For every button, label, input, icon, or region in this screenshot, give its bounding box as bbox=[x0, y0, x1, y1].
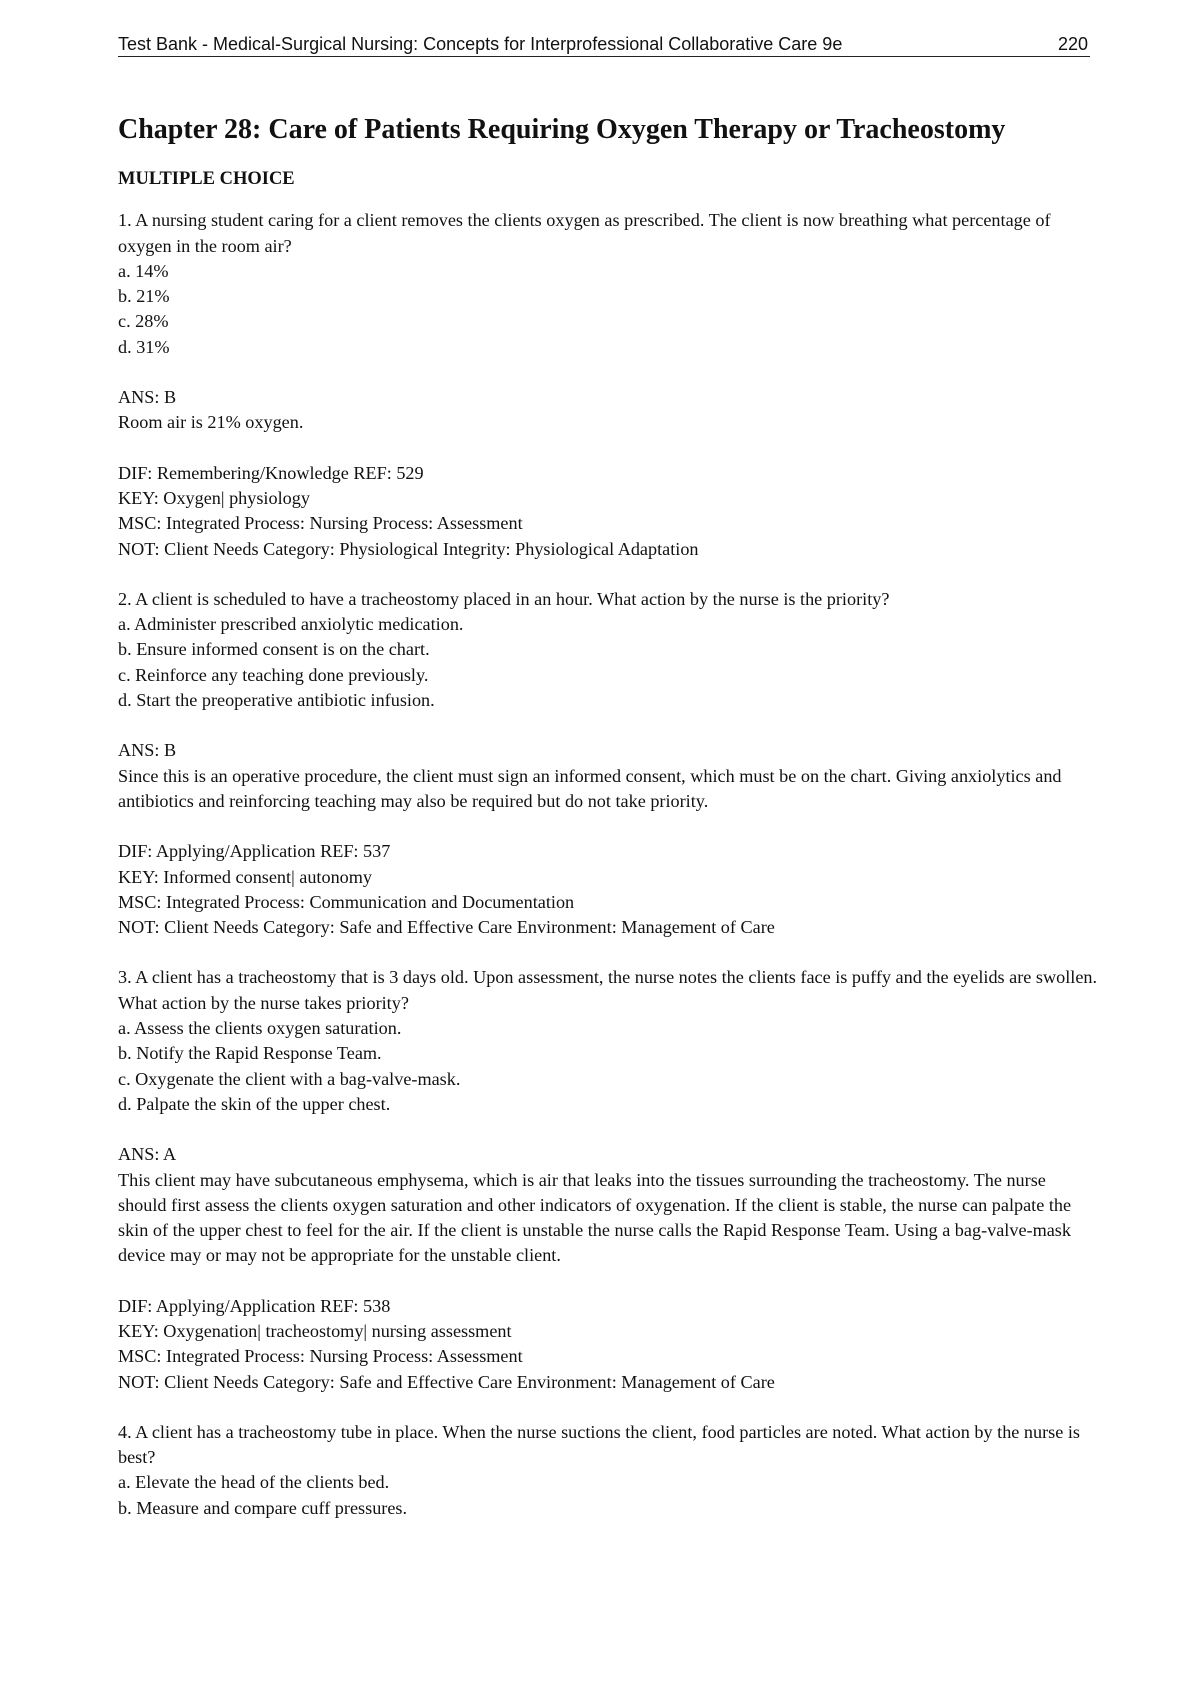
keywords: KEY: Informed consent| autonomy bbox=[118, 866, 373, 887]
question-stem: 1. A nursing student caring for a client removes the clients oxygen as prescribed. The client is now breathing what percentage of oxygen in the room air? bbox=[118, 210, 1051, 256]
document-body bbox=[118, 112, 1098, 1546]
client-needs: NOT: Client Needs Category: Physiological Integrity: Physiological Adaptation bbox=[118, 538, 699, 559]
page-number: 220 bbox=[1057, 34, 1088, 54]
client-needs: NOT: Client Needs Category: Safe and Effective Care Environment: Management of Care bbox=[118, 1371, 775, 1392]
page-header bbox=[118, 34, 1090, 57]
msc: MSC: Integrated Process: Nursing Process: Assessment bbox=[118, 513, 523, 534]
answer: ANS: B bbox=[118, 740, 177, 761]
rationale: Room air is 21% oxygen. bbox=[118, 412, 304, 433]
difficulty-ref: DIF: Remembering/Knowledge REF: 529 bbox=[118, 462, 424, 483]
answer: ANS: B bbox=[118, 387, 177, 408]
client-needs: NOT: Client Needs Category: Safe and Effective Care Environment: Management of Care bbox=[118, 917, 775, 938]
option-a: a. Administer prescribed anxiolytic medication. bbox=[118, 614, 464, 635]
option-d: d. Start the preoperative antibiotic infusion. bbox=[118, 690, 435, 711]
question-4 bbox=[118, 1420, 1098, 1521]
option-d: d. 31% bbox=[118, 336, 170, 357]
question-stem: 2. A client is scheduled to have a tracheostomy placed in an hour. What action by the nurse is the priority? bbox=[118, 588, 890, 609]
difficulty-ref: DIF: Applying/Application REF: 538 bbox=[118, 1295, 391, 1316]
question-stem: 4. A client has a tracheostomy tube in place. When the nurse suctions the client, food particles are noted. What action by the nurse is best? bbox=[118, 1421, 1080, 1468]
option-b: b. 21% bbox=[118, 286, 170, 307]
option-a: a. Elevate the head of the clients bed. bbox=[118, 1472, 390, 1493]
msc: MSC: Integrated Process: Nursing Process: Assessment bbox=[118, 1346, 523, 1367]
option-b: b. Ensure informed consent is on the chart. bbox=[118, 639, 430, 660]
option-a: a. Assess the clients oxygen saturation. bbox=[118, 1018, 402, 1039]
option-c: c. Oxygenate the client with a bag-valve-mask. bbox=[118, 1068, 461, 1089]
option-c: c. 28% bbox=[118, 311, 169, 332]
option-a: a. 14% bbox=[118, 260, 169, 281]
keywords: KEY: Oxygen| physiology bbox=[118, 487, 310, 508]
rationale: This client may have subcutaneous emphysema, which is air that leaks into the tissues surrounding the tracheostomy. The nurse should first assess the clients oxygen saturation and other indicators of oxygenation. If the client is stable, the nurse can palpate the skin of the upper chest to feel for the air. If the client is unstable the nurse calls the Rapid Response Team. Using a bag-valve-mask device may or may not be appropriate for the unstable client. bbox=[118, 1169, 1072, 1266]
option-d: d. Palpate the skin of the upper chest. bbox=[118, 1093, 391, 1114]
option-b: b. Notify the Rapid Response Team. bbox=[118, 1043, 382, 1064]
question-3 bbox=[118, 965, 1098, 1394]
option-c: c. Reinforce any teaching done previously. bbox=[118, 664, 429, 685]
question-1 bbox=[118, 208, 1098, 562]
keywords: KEY: Oxygenation| tracheostomy| nursing assessment bbox=[118, 1320, 512, 1341]
section-heading: MULTIPLE CHOICE bbox=[118, 169, 295, 189]
chapter-title: Chapter 28: Care of Patients Requiring Oxygen Therapy or Tracheostomy bbox=[118, 114, 1006, 145]
difficulty-ref: DIF: Applying/Application REF: 537 bbox=[118, 841, 391, 862]
rationale: Since this is an operative procedure, the client must sign an informed consent, which must be on the chart. Giving anxiolytics and antibiotics and reinforcing teaching may also be required but do not take priority. bbox=[118, 765, 1062, 811]
option-b: b. Measure and compare cuff pressures. bbox=[118, 1497, 408, 1518]
msc: MSC: Integrated Process: Communication and Documentation bbox=[118, 891, 575, 912]
question-2 bbox=[118, 587, 1098, 941]
question-stem: 3. A client has a tracheostomy that is 3 days old. Upon assessment, the nurse notes the clients face is puffy and the eyelids are swollen. What action by the nurse takes priority? bbox=[118, 967, 1098, 1013]
header-title: Test Bank - Medical-Surgical Nursing: Concepts for Interprofessional Collaborative Care 9e bbox=[118, 34, 843, 54]
answer: ANS: A bbox=[118, 1144, 177, 1165]
